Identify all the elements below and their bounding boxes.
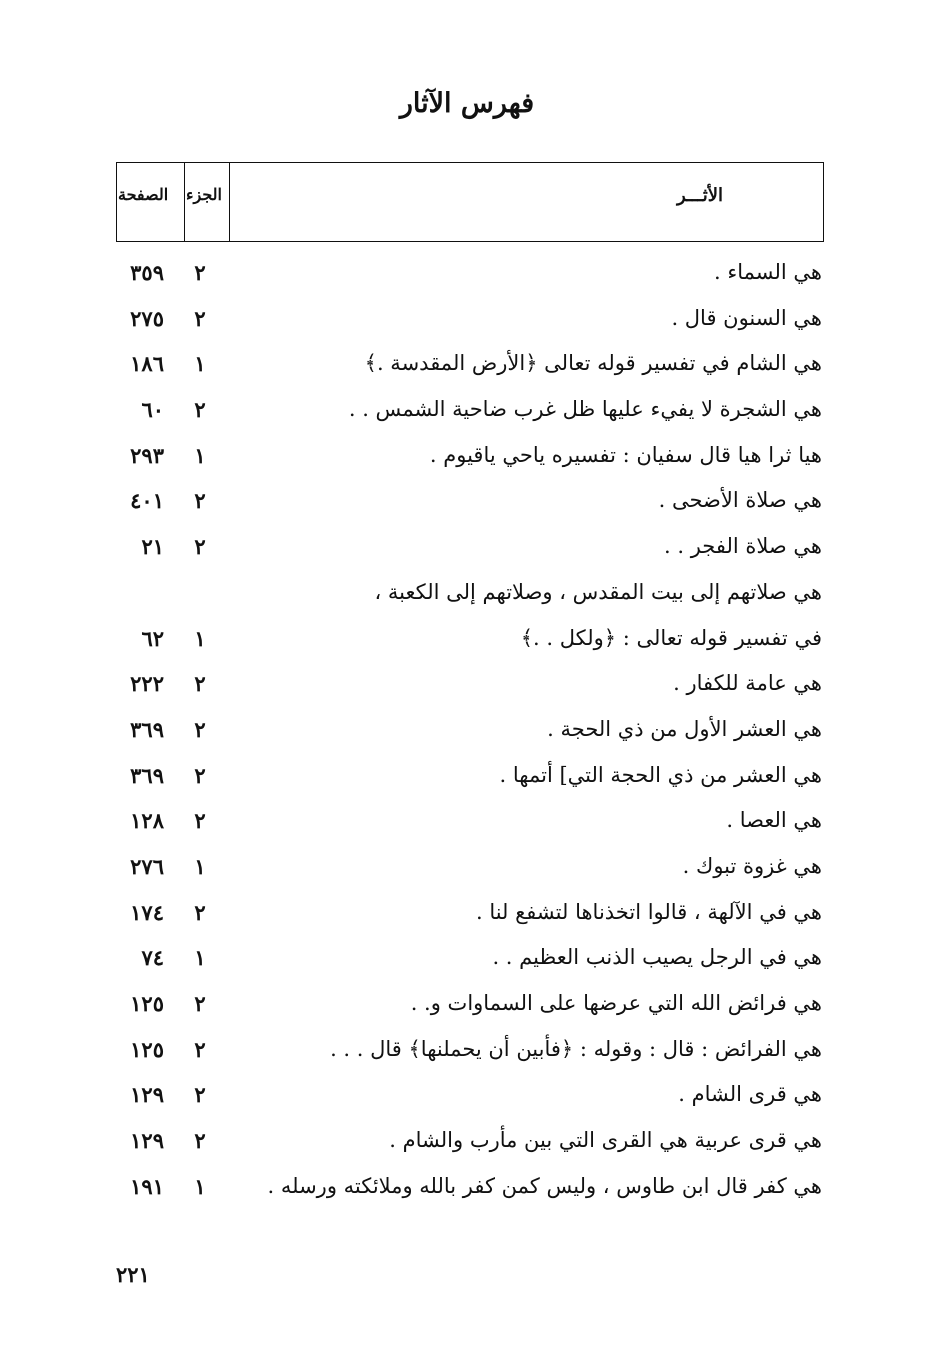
entry-text: هي السماء . — [714, 260, 822, 284]
entry-text: هي غزوة تبوك . — [682, 853, 822, 878]
entry-page: ١٨٦ — [130, 351, 164, 377]
entry-row — [0, 390, 934, 436]
entry-row — [0, 1167, 934, 1213]
entry-row — [0, 344, 934, 390]
page-number: ٢٢١ — [116, 1262, 150, 1287]
entry-text: هي في الآلهة ، قالوا اتخذناها لتشفع لنا . — [475, 899, 822, 924]
entry-text: هي العشر من ذي الحجة التي] أتمها . — [499, 762, 822, 787]
entry-part: ١ — [194, 442, 206, 468]
entry-page: ١٢٩ — [130, 1082, 164, 1108]
entry-part: ٢ — [194, 716, 206, 742]
entry-row — [0, 1121, 934, 1167]
entry-page: ١٢٨ — [130, 808, 164, 834]
entry-row — [0, 1030, 934, 1076]
entry-text: هي صلاتهم إلى بيت المقدس ، وصلاتهم إلى الكعبة ، — [374, 579, 822, 604]
entry-page: ١٧٤ — [130, 899, 164, 925]
entry-part: ٢ — [194, 762, 206, 788]
entry-part: ٢ — [194, 488, 206, 514]
entry-text: هي صلاة الفجر . . — [664, 534, 822, 559]
entry-part: ٢ — [194, 671, 206, 697]
entry-row — [0, 527, 934, 573]
entry-text: هي الشام في تفسير قوله تعالى ﴿الأرض المقدسة .﴾ — [364, 351, 822, 376]
entry-page: ٣٦٩ — [130, 716, 164, 742]
entry-text: هي السنون قال . — [671, 305, 822, 330]
entry-part: ٢ — [194, 1036, 206, 1062]
entry-page: ١٢٥ — [130, 1036, 164, 1062]
entry-page: ٢٧٦ — [130, 853, 164, 879]
entry-part: ٢ — [194, 991, 206, 1016]
entry-text: في تفسير قوله تعالى : ﴿ولكل . .﴾ — [520, 625, 822, 650]
entry-row — [0, 893, 934, 939]
header-athar-label: الأثـــر — [676, 185, 723, 206]
entry-row — [0, 756, 934, 802]
entry-text: هي العشر الأول من ذي الحجة . — [547, 716, 822, 741]
entry-part: ٢ — [194, 260, 206, 285]
entry-text: هي قرى الشام . — [678, 1082, 822, 1107]
entry-page: ٢٩٣ — [130, 442, 164, 468]
entry-page: ١٢٩ — [130, 1128, 164, 1154]
entry-row — [0, 710, 934, 756]
entry-row — [0, 847, 934, 893]
entry-part: ١ — [194, 625, 206, 651]
header-athar-cell — [230, 163, 823, 241]
entry-page: ٤٠١ — [130, 488, 164, 514]
entry-part: ١ — [194, 351, 206, 377]
entry-part: ١ — [194, 853, 206, 879]
header-page-cell — [117, 163, 185, 241]
header-page-label: الصفحة — [118, 185, 169, 204]
entry-page: ١٩١ — [130, 1173, 164, 1199]
entry-text: هي فرائض الله التي عرضها على السماوات و. . — [410, 991, 822, 1015]
entry-text: هي الشجرة لا يفيء عليها ظل غرب ضاحية الشمس . . — [348, 397, 822, 422]
entry-page: ٣٥٩ — [130, 260, 164, 285]
entry-page: ٦٠ — [141, 397, 164, 423]
entry-page: ٣٦٩ — [130, 762, 164, 788]
entry-page: ١٢٥ — [130, 991, 164, 1016]
entry-part: ٢ — [194, 305, 206, 331]
entry-row — [0, 481, 934, 527]
entry-part: ٢ — [194, 1128, 206, 1154]
entry-part: ٢ — [194, 808, 206, 834]
header-part-label: الجزء — [186, 185, 222, 204]
entry-page: ٦٢ — [141, 625, 164, 651]
entry-row — [0, 436, 934, 482]
header-part-cell — [185, 163, 230, 241]
entry-row — [0, 573, 934, 619]
entry-text: هي العصا . — [726, 808, 822, 833]
entry-row — [0, 664, 934, 710]
entry-text: هي صلاة الأضحى . — [658, 488, 822, 513]
page-title: فهرس الآثار — [399, 88, 535, 119]
entry-row — [0, 801, 934, 847]
entry-row — [0, 299, 934, 345]
entry-text: هي عامة للكفار . — [673, 671, 822, 696]
entry-part: ١ — [194, 1173, 206, 1199]
entry-page: ٢٢٢ — [130, 671, 164, 697]
entry-page: ٢٧٥ — [130, 305, 164, 331]
entry-page: ٧٤ — [141, 945, 164, 971]
entry-part: ٢ — [194, 1082, 206, 1108]
entry-part: ٢ — [194, 899, 206, 925]
entry-text: هيا ثرا هيا قال سفيان : تفسيره ياحي ياقيوم . — [429, 442, 822, 467]
entry-text: هي قرى عربية هي القرى التي بين مأرب والشام . — [389, 1128, 822, 1153]
entry-text: هي كفر قال ابن طاوس ، وليس كمن كفر بالله وملائكته ورسله . — [267, 1173, 822, 1198]
entry-part: ١ — [194, 945, 206, 971]
index-entries — [0, 253, 934, 1212]
entry-row — [0, 1075, 934, 1121]
entry-text: هي في الرجل يصيب الذنب العظيم . . — [492, 945, 822, 970]
index-header — [116, 162, 824, 242]
entry-row — [0, 253, 934, 299]
entry-part: ٢ — [194, 534, 206, 560]
entry-row — [0, 619, 934, 665]
entry-part: ٢ — [194, 397, 206, 423]
entry-row — [0, 938, 934, 984]
entry-text: هي الفرائض : قال : وقوله : ﴿فأبين أن يحملنها﴾ قال . . . — [330, 1036, 822, 1061]
entry-row — [0, 984, 934, 1030]
entry-page: ٢١ — [141, 534, 164, 560]
